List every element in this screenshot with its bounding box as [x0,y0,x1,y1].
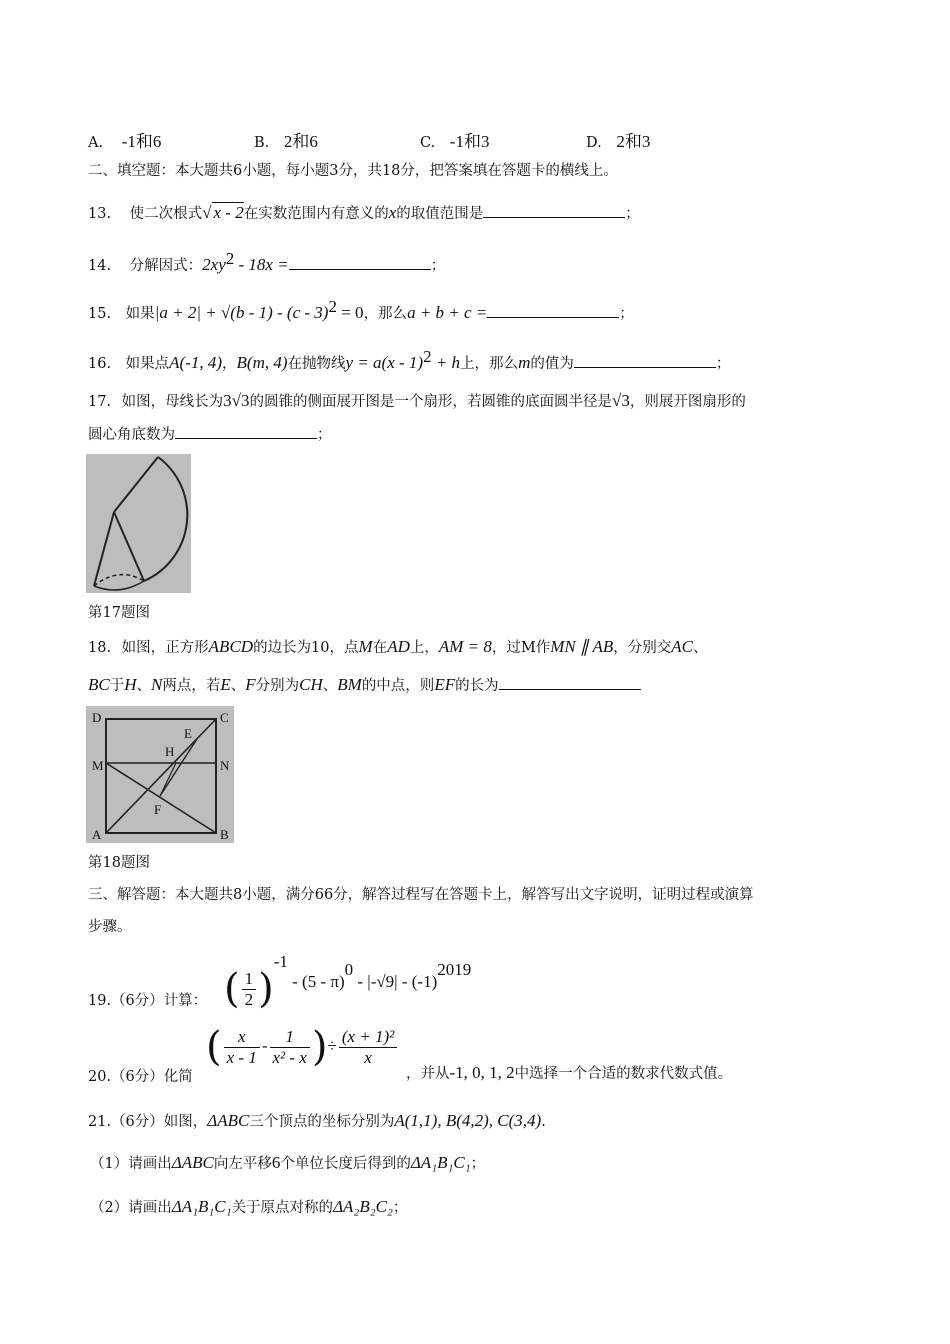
q14-number: 14. [88,257,112,274]
option-a-value: -1和6 [121,132,162,151]
section2-title: 二、填空题：本大题共6小题，每小题3分，共18分，把答案填在答题卡的横线上。 [88,163,618,179]
q16-parabola-2: + h [431,352,461,372]
q20-frac3-den: x [364,1047,372,1067]
question-20-expr [206,1024,399,1070]
q19-term3: - |-√9| - (-1) [353,972,438,991]
q18-point-f: F [245,675,256,694]
q21-p1-triangle: ΔABC [171,1153,214,1172]
question-18-line2 [88,674,641,697]
q19-frac [242,969,257,1010]
q20-text-post: ，并从 [406,1066,450,1082]
q13-radical: √ x - 2 [202,203,244,222]
option-c-label: C. [420,135,436,151]
q20-rparen: ) [311,1024,328,1070]
q13-text-pre: 使二次根式 [129,206,203,222]
fig17-edge-right [114,512,144,581]
q20-set: -1, 0, 1, 2 [449,1063,515,1082]
figure-18 [86,706,234,843]
question-20-label: 20.（6分）化简 [88,1069,193,1085]
q18-mn: MN ∥ AB [550,637,614,656]
fig18-label-a: A [92,827,102,842]
question-19-label: 19.（6分）计算： [88,993,208,1009]
q20-frac1-num: x [224,1027,260,1048]
q20-frac2-num: 1 [270,1027,310,1048]
fig18-label-c: C [220,710,229,725]
q17-text-post: ，则展开图扇形的 [629,394,746,410]
q14-expr: 2xy [202,254,226,274]
q19-exp1: -1 [273,952,288,971]
q21-end: . [541,1114,546,1130]
q18-square: ABCD [208,637,254,656]
q20-frac1-den: x - 1 [226,1047,257,1067]
q21-p1-pre: （1）请画出 [90,1156,172,1172]
q18-text-mid3: 上， [409,640,439,656]
q18-ch: CH [299,675,323,694]
q21-p2-triangle: ΔA₁B₁C₁ [171,1197,232,1216]
q17-end: ； [317,427,332,443]
question-21 [88,1110,546,1133]
q15-expr3: a + b + c = [407,302,488,322]
q20-frac1 [224,1027,260,1068]
q20-frac2 [270,1027,310,1068]
q13-end: ； [625,206,640,222]
q18-point-n: N [151,675,163,694]
q18-answer-blank[interactable] [499,675,641,690]
q15-expr: |a + 2| + √(b - 1) - (c - 3) [154,302,329,322]
q18-sep: 、 [692,640,708,656]
q15-number: 15. [88,305,112,322]
q19-frac-num: 1 [242,969,257,990]
question-15 [88,296,634,325]
q16-text-mid2: 上，那么 [460,355,519,372]
q17-answer-blank[interactable] [175,424,317,439]
q19-lparen: ( [224,966,240,1012]
q18-l2d: 、 [230,678,246,694]
q16-number: 16. [88,355,112,372]
question-19-expr [224,952,471,1012]
fig17-edge-left [94,512,114,586]
fig18-label-m: M [92,758,104,773]
option-a [88,127,161,152]
fig18-label-h: H [165,744,175,759]
q18-l2f: 、 [322,678,338,694]
fig18-label-n: N [220,758,230,773]
q13-text-post: 的取值范围是 [396,206,484,222]
q19-term2: - (5 - π) [287,972,345,991]
question-14 [88,248,445,277]
q14-expr2: - 18x = [234,254,289,274]
q14-exp: 2 [225,249,235,268]
q16-answer-blank[interactable] [574,353,716,368]
q16-point-a: A(-1, 4) [169,352,223,372]
q15-expr2: = 0 [336,302,364,322]
question-18 [88,636,707,659]
q18-ef: EF [434,675,456,694]
q14-text-pre: 分解因式： [129,257,203,274]
q20-frac3 [339,1027,397,1068]
q13-number: 13. [88,206,112,222]
q21-triangle: ΔABC [207,1111,250,1130]
section3-line1: 三、解答题：本大题共8小题，满分66分，解答过程写在答题卡上，解答写出文字说明，证明过程或演算 [88,887,754,903]
q18-l2h: 的长为 [455,678,499,694]
q16-point-b: B(m, 4) [236,352,288,372]
option-c-value: -1和3 [449,132,490,151]
q20-minus: - [261,1036,268,1055]
q21-p1-number: 6 [271,1153,281,1172]
fig17-arc [144,457,187,581]
q18-bc: BC [88,675,110,694]
q15-answer-blank[interactable] [487,303,619,318]
question-13 [88,202,640,225]
fig17-base-solid [94,581,144,590]
option-b [254,127,318,152]
q18-point-h: H [124,675,137,694]
q19-rparen: ) [258,966,274,1012]
q21-p2-mid: 关于原点对称的 [231,1200,334,1216]
q18-bm: BM [337,675,362,694]
q21-p1-post: 个单位长度后得到的 [280,1156,411,1172]
q20-lparen: ( [206,1024,222,1070]
question-17-line2 [88,424,332,446]
q18-l2b: 、 [136,678,152,694]
q13-radicand: x - 2 [213,203,244,222]
q21-p2-end: ； [392,1200,408,1216]
figure-18-caption: 第18题图 [88,855,150,871]
q16-text-mid: 在抛物线 [287,355,346,372]
fig18-label-f: F [154,802,162,817]
q18-text-mid2: 在 [372,640,388,656]
q13-answer-blank[interactable] [483,203,625,218]
q18-point-m: M [358,637,373,656]
q20-divide: ÷ [327,1036,337,1055]
q18-number: 18. [88,640,112,656]
option-d-label: D. [586,135,602,151]
q18-seg-ad: AD [387,637,410,656]
section3-line2: 步骤。 [88,919,132,935]
q18-text-mid1: 的边长为10，点 [253,640,359,656]
q15-end: ； [619,305,634,322]
fig18-bm [106,763,216,833]
figure-18-diagram [86,706,234,843]
q17-text-mid: 的圆锥的侧面展开图是一个扇形，若圆锥的底面圆半径是 [249,394,613,410]
q13-text-mid: 在实数范围内有意义的 [243,206,389,222]
q18-l2c: 两点，若 [162,678,221,694]
option-d-value: 2和3 [616,132,651,151]
q18-ac: AC [671,637,693,656]
q16-var: m [518,352,531,372]
q19-exp2: 0 [344,960,354,979]
q16-text-post: 的值为 [530,355,574,372]
q21-p1-mid: 向左平移 [213,1156,272,1172]
fig17-edge-top [114,457,158,512]
option-b-value: 2和6 [283,132,318,151]
q17-length: 3√3 [223,391,250,410]
option-a-label: A. [88,135,104,151]
q19-frac-den: 2 [244,989,254,1009]
q18-l2a: 于 [109,678,125,694]
q21-p1-result: ΔA₁B₁C₁ [410,1153,471,1172]
q20-frac2-den: x² - x [272,1047,307,1067]
q20-text-post2: 中选择一个合适的数求代数式值。 [514,1066,733,1082]
q16-text-pre: 如果点 [125,355,170,372]
q18-text-mid4: ，过M作 [491,640,551,656]
fig18-label-e: E [184,726,192,741]
q15-text-mid: ，那么 [363,305,408,322]
fig18-label-d: D [92,710,102,725]
option-c [420,127,489,152]
q17-text-pre: 如图，母线长为 [121,394,224,410]
q21-p2-result: ΔA₂B₂C₂ [333,1197,393,1216]
q19-exp3: 2019 [437,960,472,979]
q17-radius: √3 [612,391,630,410]
figure-17-caption: 第17题图 [88,605,150,621]
q18-l2g: 的中点，则 [361,678,435,694]
question-20-tail [406,1062,732,1085]
q21-points: A(1,1), B(4,2), C(3,4) [394,1111,542,1130]
question-16 [88,346,730,375]
q21-p2-pre: （2）请画出 [90,1200,172,1216]
q18-l2e: 分别为 [255,678,300,694]
question-21-part2 [90,1196,407,1219]
question-21-part1 [90,1152,485,1175]
q14-answer-blank[interactable] [289,255,431,270]
option-b-label: B. [254,135,270,151]
q16-comma: ， [222,355,237,372]
option-d [586,127,650,152]
q21-p1-end: ； [470,1156,486,1172]
q17-number: 17. [88,394,112,410]
q18-text-mid5: ，分别交 [613,640,672,656]
q17-line2-text: 圆心角底数为 [88,427,175,443]
q21-number: 21.（6分）如图， [88,1114,208,1130]
q18-text-pre: 如图，正方形 [121,640,209,656]
q21-text-mid: 三个顶点的坐标分别为 [249,1114,395,1130]
figure-17 [86,454,191,593]
q14-end: ； [430,257,446,274]
q15-text-pre: 如果 [125,305,155,322]
fig18-label-b: B [220,827,229,842]
q13-var: x [388,203,397,222]
q16-parabola: y = a(x - 1) [345,352,424,372]
question-17 [88,390,746,413]
q18-point-e: E [220,675,231,694]
q15-exp: 2 [328,297,337,316]
q16-end: ； [715,355,731,372]
q20-frac3-num: (x + 1)² [339,1027,397,1048]
figure-17-diagram [86,454,191,593]
q18-am: AM = 8 [438,637,492,656]
q16-exp: 2 [423,347,432,366]
